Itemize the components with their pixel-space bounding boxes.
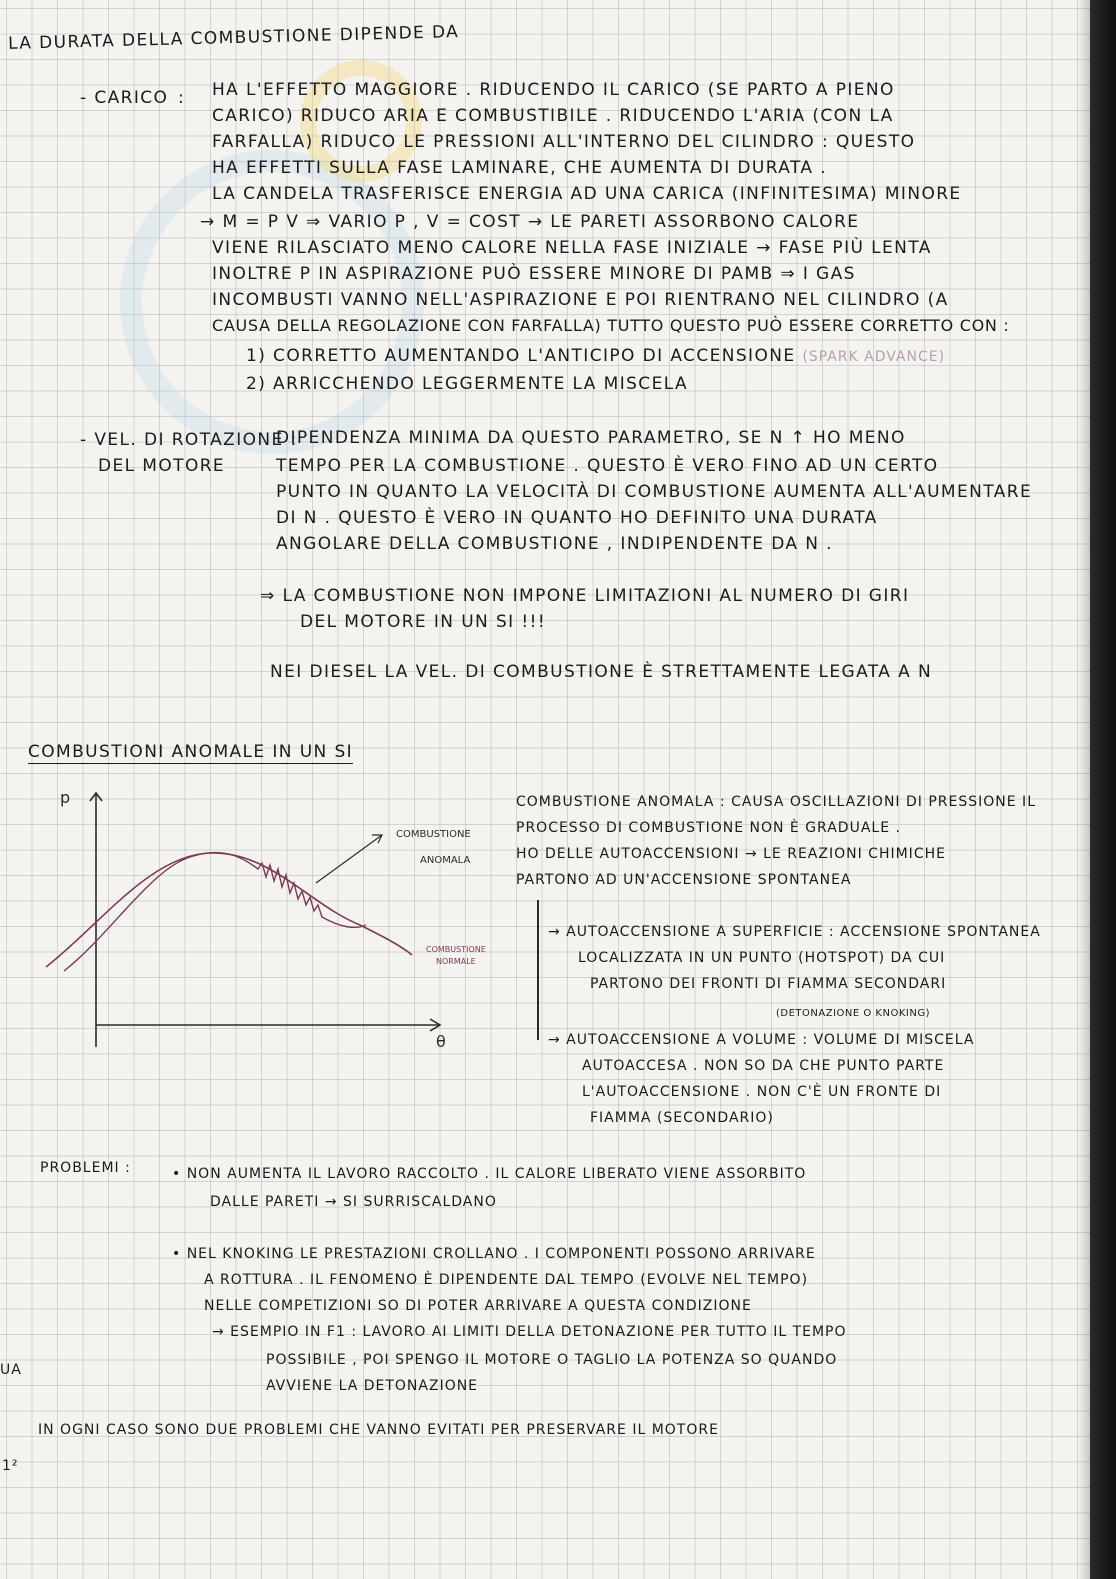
velocita-label-2: DEL MOTORE: [98, 456, 226, 476]
anomale-desc-3: HO DELLE AUTOACCENSIONI → LE REAZIONI CHIMICHE: [516, 846, 946, 862]
problemi-b2-5: POSSIBILE , POI SPENGO IL MOTORE O TAGLIO LA POTENZA SO QUANDO: [266, 1352, 838, 1368]
anomale-desc-1: COMBUSTIONE ANOMALA : CAUSA OSCILLAZIONI DI PRESSIONE IL: [516, 794, 1036, 810]
graph-y-label: p: [60, 788, 71, 807]
notebook-binding: [1090, 0, 1116, 1579]
curve-anomala: [64, 853, 366, 971]
curve-normal: [46, 853, 412, 967]
anomale-title: COMBUSTIONI ANOMALE IN UN SI: [28, 742, 354, 762]
volume-2: AUTOACCESA . NON SO DA CHE PUNTO PARTE: [582, 1058, 945, 1074]
carico-line-10: CAUSA DELLA REGOLAZIONE CON FARFALLA) TUTTO QUESTO PUÒ ESSERE CORRETTO CON :: [212, 316, 1010, 335]
label-anomala-2: ANOMALA: [420, 855, 471, 866]
anomale-desc-2: PROCESSO DI COMBUSTIONE NON È GRADUALE .: [516, 820, 901, 836]
margin-note-2: 1²: [2, 1458, 19, 1474]
velocita-line-4: DI N . QUESTO È VERO IN QUANTO HO DEFINITO UNA DURATA: [276, 508, 878, 528]
carico-fix-1: 1) CORRETTO AUMENTANDO L'ANTICIPO DI ACCENSIONE (SPARK ADVANCE): [246, 346, 946, 366]
carico-label: - CARICO: [80, 88, 169, 108]
problemi-b2-4: → ESEMPIO IN F1 : LAVORO AI LIMITI DELLA DETONAZIONE PER TUTTO IL TEMPO: [212, 1324, 847, 1340]
spark-advance-note: (SPARK ADVANCE): [802, 349, 946, 365]
superficie-2: LOCALIZZATA IN UN PUNTO (HOTSPOT) DA CUI: [578, 950, 946, 966]
colon: :: [178, 88, 186, 108]
velocita-line-3: PUNTO IN QUANTO LA VELOCITÀ DI COMBUSTIONE AUMENTA ALL'AUMENTARE: [276, 482, 1033, 502]
diesel-note: NEI DIESEL LA VEL. DI COMBUSTIONE È STRETTAMENTE LEGATA A N: [270, 662, 933, 682]
volume-4: FIAMMA (SECONDARIO): [590, 1110, 774, 1126]
superficie-1: → AUTOACCENSIONE A SUPERFICIE : ACCENSIONE SPONTANEA: [548, 924, 1041, 940]
page-heading: LA DURATA DELLA COMBUSTIONE DIPENDE DA: [7, 22, 460, 54]
label-normale-1: COMBUSTIONE: [426, 945, 486, 954]
carico-line-9: INCOMBUSTI VANNO NELL'ASPIRAZIONE E POI RIENTRANO NEL CILINDRO (A: [212, 290, 949, 310]
problemi-b1-1: • NON AUMENTA IL LAVORO RACCOLTO . IL CALORE LIBERATO VIENE ASSORBITO: [172, 1166, 807, 1182]
pressure-graph: [40, 785, 520, 1065]
carico-line-7: VIENE RILASCIATO MENO CALORE NELLA FASE INIZIALE → FASE PIÙ LENTA: [212, 238, 932, 258]
carico-line-6: → M = Ρ V ⇒ VARIO Ρ , V = COST → LE PARETI ASSORBONO CALORE: [200, 212, 860, 232]
velocita-line-5: ANGOLARE DELLA COMBUSTIONE , INDIPENDENTE DA N .: [276, 534, 833, 554]
problemi-b2-1: • NEL KNOKING LE PRESTAZIONI CROLLANO . I COMPONENTI POSSONO ARRIVARE: [172, 1246, 816, 1262]
velocita-line-2: TEMPO PER LA COMBUSTIONE . QUESTO È VERO FINO AD UN CERTO: [276, 456, 939, 476]
carico-line-2: CARICO) RIDUCO ARIA E COMBUSTIBILE . RIDUCENDO L'ARIA (CON LA: [212, 106, 894, 126]
label-normale-2: NORMALE: [436, 957, 476, 966]
page-shadow: [1078, 0, 1090, 1579]
branch-bracket: [537, 900, 539, 1040]
velocita-line-1: DIPENDENZA MINIMA DA QUESTO PARAMETRO, SE N ↑ HO MENO: [276, 428, 906, 448]
carico-line-4: HA EFFETTI SULLA FASE LAMINARE, CHE AUMENTA DI DURATA .: [212, 158, 828, 178]
carico-line-1: HA L'EFFETTO MAGGIORE . RIDUCENDO IL CARICO (SE PARTO A PIENO: [212, 80, 895, 100]
anomala-pointer: [316, 835, 382, 883]
volume-1: → AUTOACCENSIONE A VOLUME : VOLUME DI MISCELA: [548, 1032, 975, 1048]
margin-note-1: UA: [0, 1362, 22, 1378]
anomale-desc-4: PARTONO AD UN'ACCENSIONE SPONTANEA: [516, 872, 852, 888]
final-note: IN OGNI CASO SONO DUE PROBLEMI CHE VANNO EVITATI PER PRESERVARE IL MOTORE: [38, 1422, 719, 1438]
problemi-b2-3: NELLE COMPETIZIONI SO DI POTER ARRIVARE A QUESTA CONDIZIONE: [204, 1298, 752, 1314]
problemi-b2-2: A ROTTURA . IL FENOMENO È DIPENDENTE DAL TEMPO (EVOLVE NEL TEMPO): [204, 1272, 809, 1288]
carico-line-5: LA CANDELA TRASFERISCE ENERGIA AD UNA CARICA (INFINITESIMA) MINORE: [212, 184, 962, 204]
problemi-b2-6: AVVIENE LA DETONAZIONE: [266, 1378, 479, 1394]
superficie-3: PARTONO DEI FRONTI DI FIAMMA SECONDARI: [590, 976, 947, 992]
carico-line-3: FARFALLA) RIDUCO LE PRESSIONI ALL'INTERNO DEL CILINDRO : QUESTO: [212, 132, 916, 152]
superficie-4: (DETONAZIONE O KNOKING): [776, 1008, 930, 1019]
problemi-b1-2: DALLE PARETI → SI SURRISCALDANO: [210, 1194, 497, 1210]
carico-line-8: INOLTRE P IN ASPIRAZIONE PUÒ ESSERE MINORE DI PAMB ⇒ I GAS: [212, 264, 856, 284]
velocita-conclusion-2: DEL MOTORE IN UN SI !!!: [300, 612, 547, 632]
problemi-label: PROBLEMI :: [40, 1160, 131, 1176]
graph-x-label: θ: [436, 1032, 446, 1051]
label-anomala-1: COMBUSTIONE: [396, 829, 471, 840]
velocita-conclusion-1: ⇒ LA COMBUSTIONE NON IMPONE LIMITAZIONI AL NUMERO DI GIRI: [260, 586, 910, 606]
carico-fix-2: 2) ARRICCHENDO LEGGERMENTE LA MISCELA: [246, 374, 689, 394]
volume-3: L'AUTOACCENSIONE . NON C'È UN FRONTE DI: [582, 1084, 942, 1100]
velocita-label: - VEL. DI ROTAZIONE :: [80, 430, 298, 450]
